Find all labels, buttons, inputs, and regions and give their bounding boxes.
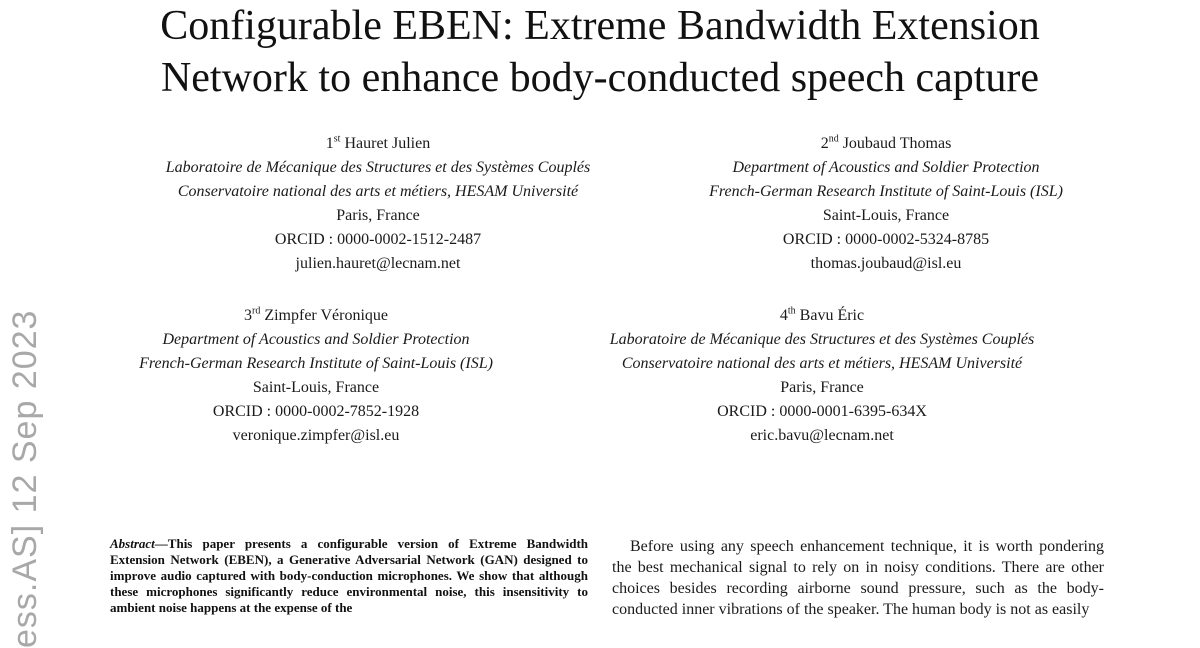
author-affiliation-line-1: Laboratoire de Mécanique des Structures et des Systèmes Couplés: [609, 331, 1035, 348]
arxiv-margin-stamp: ess.AS] 12 Sep 2023: [6, 309, 44, 648]
author-block-4: [522, 304, 1122, 448]
abstract-paragraph: [110, 536, 588, 616]
abstract-dash: —: [154, 536, 168, 551]
author-affiliation-line-2: French-German Research Institute of Saint-Louis (ISL): [709, 183, 1063, 200]
author-name: 3rd Zimpfer Véronique: [243, 305, 388, 324]
author-email: veronique.zimpfer@isl.eu: [232, 427, 400, 444]
paper-title-line-2: Network to enhance body-conducted speech capture: [160, 55, 1040, 101]
author-location: Paris, France: [336, 207, 420, 224]
author-block-3: [88, 304, 544, 448]
author-block-2: [658, 132, 1114, 276]
author-name: 4th Bavu Éric: [779, 305, 865, 324]
author-affiliation-line-1: Department of Acoustics and Soldier Protection: [732, 159, 1040, 176]
author-name: 2nd Joubaud Thomas: [820, 133, 952, 152]
author-affiliation-line-2: Conservatoire national des arts et métiers, HESAM Université: [621, 355, 1023, 372]
abstract-heading: Abstract: [110, 536, 155, 551]
author-name: 1st Hauret Julien: [325, 133, 431, 152]
author-location: Saint-Louis, France: [252, 379, 380, 396]
author-email: julien.hauret@lecnam.net: [295, 255, 461, 272]
intro-paragraph: Before using any speech enhancement technique, it is worth pondering the best mechanical signal to rely on in noisy conditions. There are other choices besides recording airborne sound pressure, such as the body-conducted inner vibrations of the speaker. The human body is not as easily: [612, 538, 1104, 618]
abstract-text: This paper presents a configurable version of Extreme Bandwidth Extension Network (EBEN), a Generative Adversarial Network (GAN) designed to improve audio captured with body-conduction microphones. We show that although these microphones significantly reduce environmental noise, this insensitivity to ambient noise happens at the expense of the: [110, 536, 588, 615]
author-email: eric.bavu@lecnam.net: [750, 427, 894, 444]
author-affiliation-line-1: Department of Acoustics and Soldier Protection: [162, 331, 470, 348]
paper-title: [60, 0, 1140, 104]
author-orcid: ORCID : 0000-0001-6395-634X: [717, 403, 927, 420]
author-orcid: ORCID : 0000-0002-7852-1928: [212, 403, 420, 420]
intro-column: [612, 536, 1104, 620]
paper-title-line-1: Configurable EBEN: Extreme Bandwidth Extension: [160, 3, 1040, 49]
author-location: Saint-Louis, France: [822, 207, 950, 224]
author-block-1: [78, 132, 678, 276]
author-affiliation-line-2: French-German Research Institute of Saint-Louis (ISL): [139, 355, 493, 372]
author-email: thomas.joubaud@isl.eu: [810, 255, 962, 272]
author-affiliation-line-2: Conservatoire national des arts et métiers, HESAM Université: [177, 183, 579, 200]
author-affiliation-line-1: Laboratoire de Mécanique des Structures et des Systèmes Couplés: [165, 159, 591, 176]
author-orcid: ORCID : 0000-0002-5324-8785: [782, 231, 990, 248]
author-location: Paris, France: [780, 379, 864, 396]
author-orcid: ORCID : 0000-0002-1512-2487: [274, 231, 482, 248]
